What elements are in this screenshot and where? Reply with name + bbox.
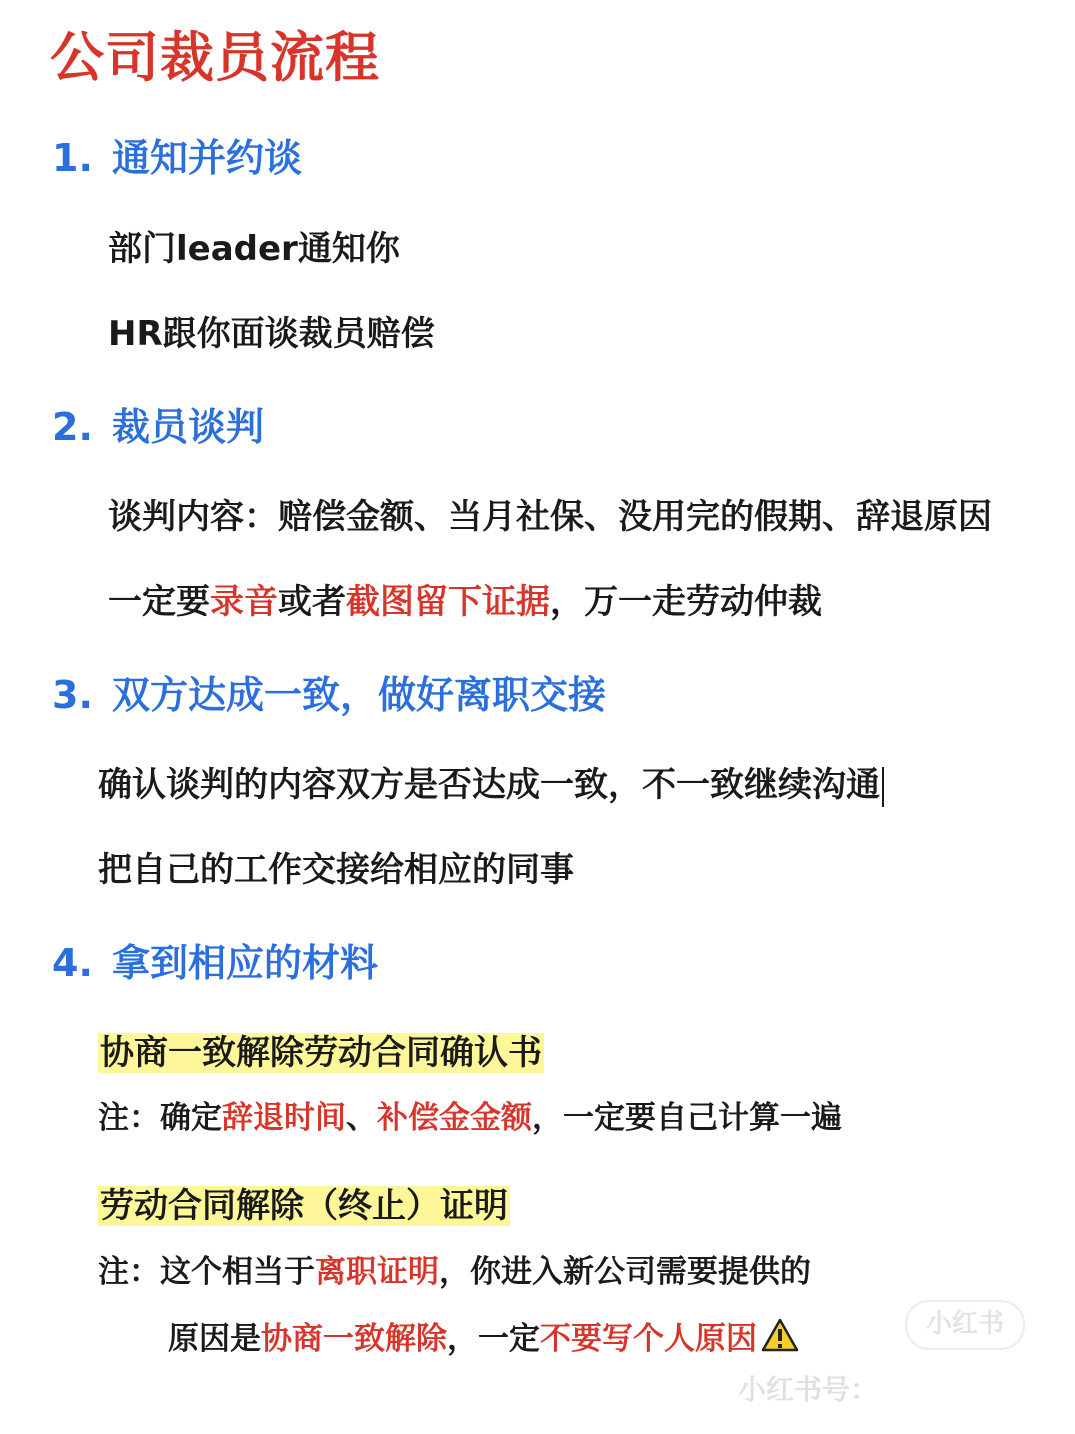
- section-title: 双方达成一致，做好离职交接: [112, 673, 607, 717]
- emphasis-separation-certificate: 离职证明: [315, 1254, 439, 1290]
- section-3-line-1: [98, 762, 884, 808]
- emphasis-no-personal-reason: 不要写个人原因: [540, 1321, 757, 1357]
- text-segment: 一定要: [108, 582, 210, 622]
- text-segment: ，一定要自己计算一遍: [532, 1100, 842, 1136]
- text-cursor: [882, 767, 884, 807]
- section-number: 3.: [52, 673, 93, 717]
- highlighted-doc-name: 协商一致解除劳动合同确认书: [100, 1033, 542, 1073]
- document-2: [98, 1183, 510, 1229]
- watermark-text: 小红书号：: [738, 1373, 879, 1406]
- note-1: [98, 1097, 842, 1139]
- page-title: 公司裁员流程: [50, 26, 380, 89]
- text-segment: 原因是: [168, 1321, 261, 1357]
- text-segment: 、: [346, 1100, 377, 1136]
- section-number: 1.: [52, 136, 93, 180]
- emphasis-recording: 录音: [210, 582, 278, 622]
- text-segment: 确认谈判的内容双方是否达成一致，不一致继续沟通: [98, 765, 880, 805]
- section-title: 通知并约谈: [112, 136, 303, 180]
- section-4-heading: [52, 937, 378, 989]
- text-segment: 注：确定: [98, 1100, 222, 1136]
- section-title: 裁员谈判: [112, 405, 265, 449]
- section-1-heading: [52, 132, 302, 184]
- highlighted-doc-name: 劳动合同解除（终止）证明: [100, 1186, 508, 1226]
- text-segment: ，你进入新公司需要提供的: [439, 1254, 811, 1290]
- watermark-badge: 小红书: [905, 1300, 1025, 1350]
- section-title: 拿到相应的材料: [112, 941, 379, 985]
- section-2-line-2: [108, 579, 822, 625]
- emphasis-compensation-amount: 补偿金金额: [377, 1100, 532, 1136]
- note-2: [98, 1251, 811, 1293]
- section-1-line-2: HR跟你面谈裁员赔偿: [108, 314, 435, 354]
- section-3-line-2: 把自己的工作交接给相应的同事: [98, 850, 574, 890]
- section-3-heading: [52, 669, 606, 721]
- warning-icon: [761, 1318, 799, 1363]
- document-1: [98, 1030, 544, 1076]
- text-segment: ，一定: [447, 1321, 540, 1357]
- text-segment: ，万一走劳动仲裁: [550, 582, 822, 622]
- section-number: 4.: [52, 941, 93, 985]
- text-segment: 注：这个相当于: [98, 1254, 315, 1290]
- section-1-line-1: 部门leader通知你: [108, 229, 400, 269]
- emphasis-dismissal-time: 辞退时间: [222, 1100, 346, 1136]
- section-2-heading: [52, 401, 264, 453]
- emphasis-mutual-agreement: 协商一致解除: [261, 1321, 447, 1357]
- emphasis-screenshot-evidence: 截图留下证据: [346, 582, 550, 622]
- section-number: 2.: [52, 405, 93, 449]
- text-segment: 或者: [278, 582, 346, 622]
- note-3: [168, 1318, 799, 1363]
- section-2-line-1: 谈判内容：赔偿金额、当月社保、没用完的假期、辞退原因: [108, 497, 992, 537]
